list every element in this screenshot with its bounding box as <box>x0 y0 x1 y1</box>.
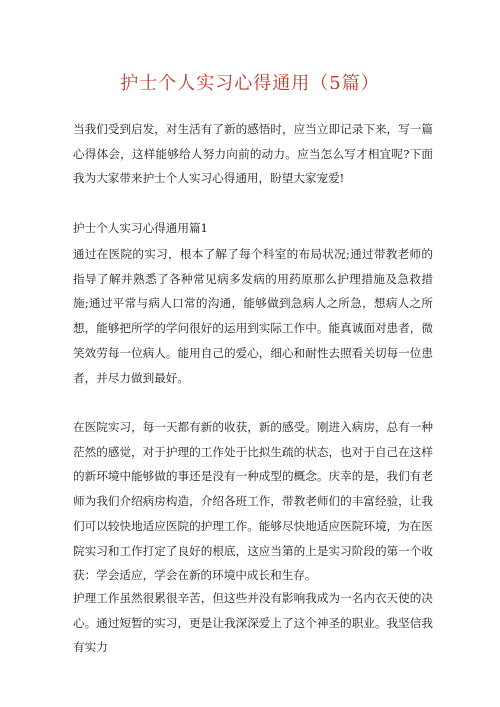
section-heading: 护士个人实习心得通用篇1 <box>73 221 208 235</box>
body-paragraph-3: 护理工作虽然很累很辛苦，但这些并没有影响我成为一名内衣天使的决心。通过短暂的实习，更是让我深深爱上了这个神圣的职业。我坚信我有实力 <box>73 591 433 655</box>
body-paragraph-2: 在医院实习，每一天都有新的收获，新的感受。刚进入病房，总有一种茫然的感觉，对于护理的工作处于比拟生疏的状态，也对于自己在这样的新环境中能够做的事还是没有一种成型的概念。庆幸的是，我们有老师为我们介绍病房构造，介绍各班工作，带教老师们的丰富经验，让我们可以较快地适应医院的护理工作。能够尽快地适应医院环境，为在医院实习和工作打定了良好的根底，这应当第的上是实习阶段的第一个收获：学会适应，学会在新的环境中成长和生存。 <box>73 420 433 583</box>
intro-paragraph: 当我们受到启发，对生活有了新的感悟时，应当立即记录下来，写一篇心得体会，这样能够给人努力向前的动力。应当怎么写才相宜呢?下面我为大家带来护士个人实习心得通用，盼望大家宠爱! <box>73 122 433 186</box>
body-paragraph-1: 通过在医院的实习，根本了解了每个科室的布局状况;通过带教老师的指导了解并熟悉了各种常见病多发病的用药原那么护理措施及急救措施;通过平常与病人口常的沟通，能够做到急病人之所急，想病人之所想，能够把所学的学问很好的运用到实际工作中。能真诚面对患者，微笑效劳每一位病人。能用自己的爱心，细心和耐性去照看关切每一位患者，并尽力做到最好。 <box>73 247 433 385</box>
document-title: 护士个人实习心得通用（5篇） <box>120 73 380 94</box>
